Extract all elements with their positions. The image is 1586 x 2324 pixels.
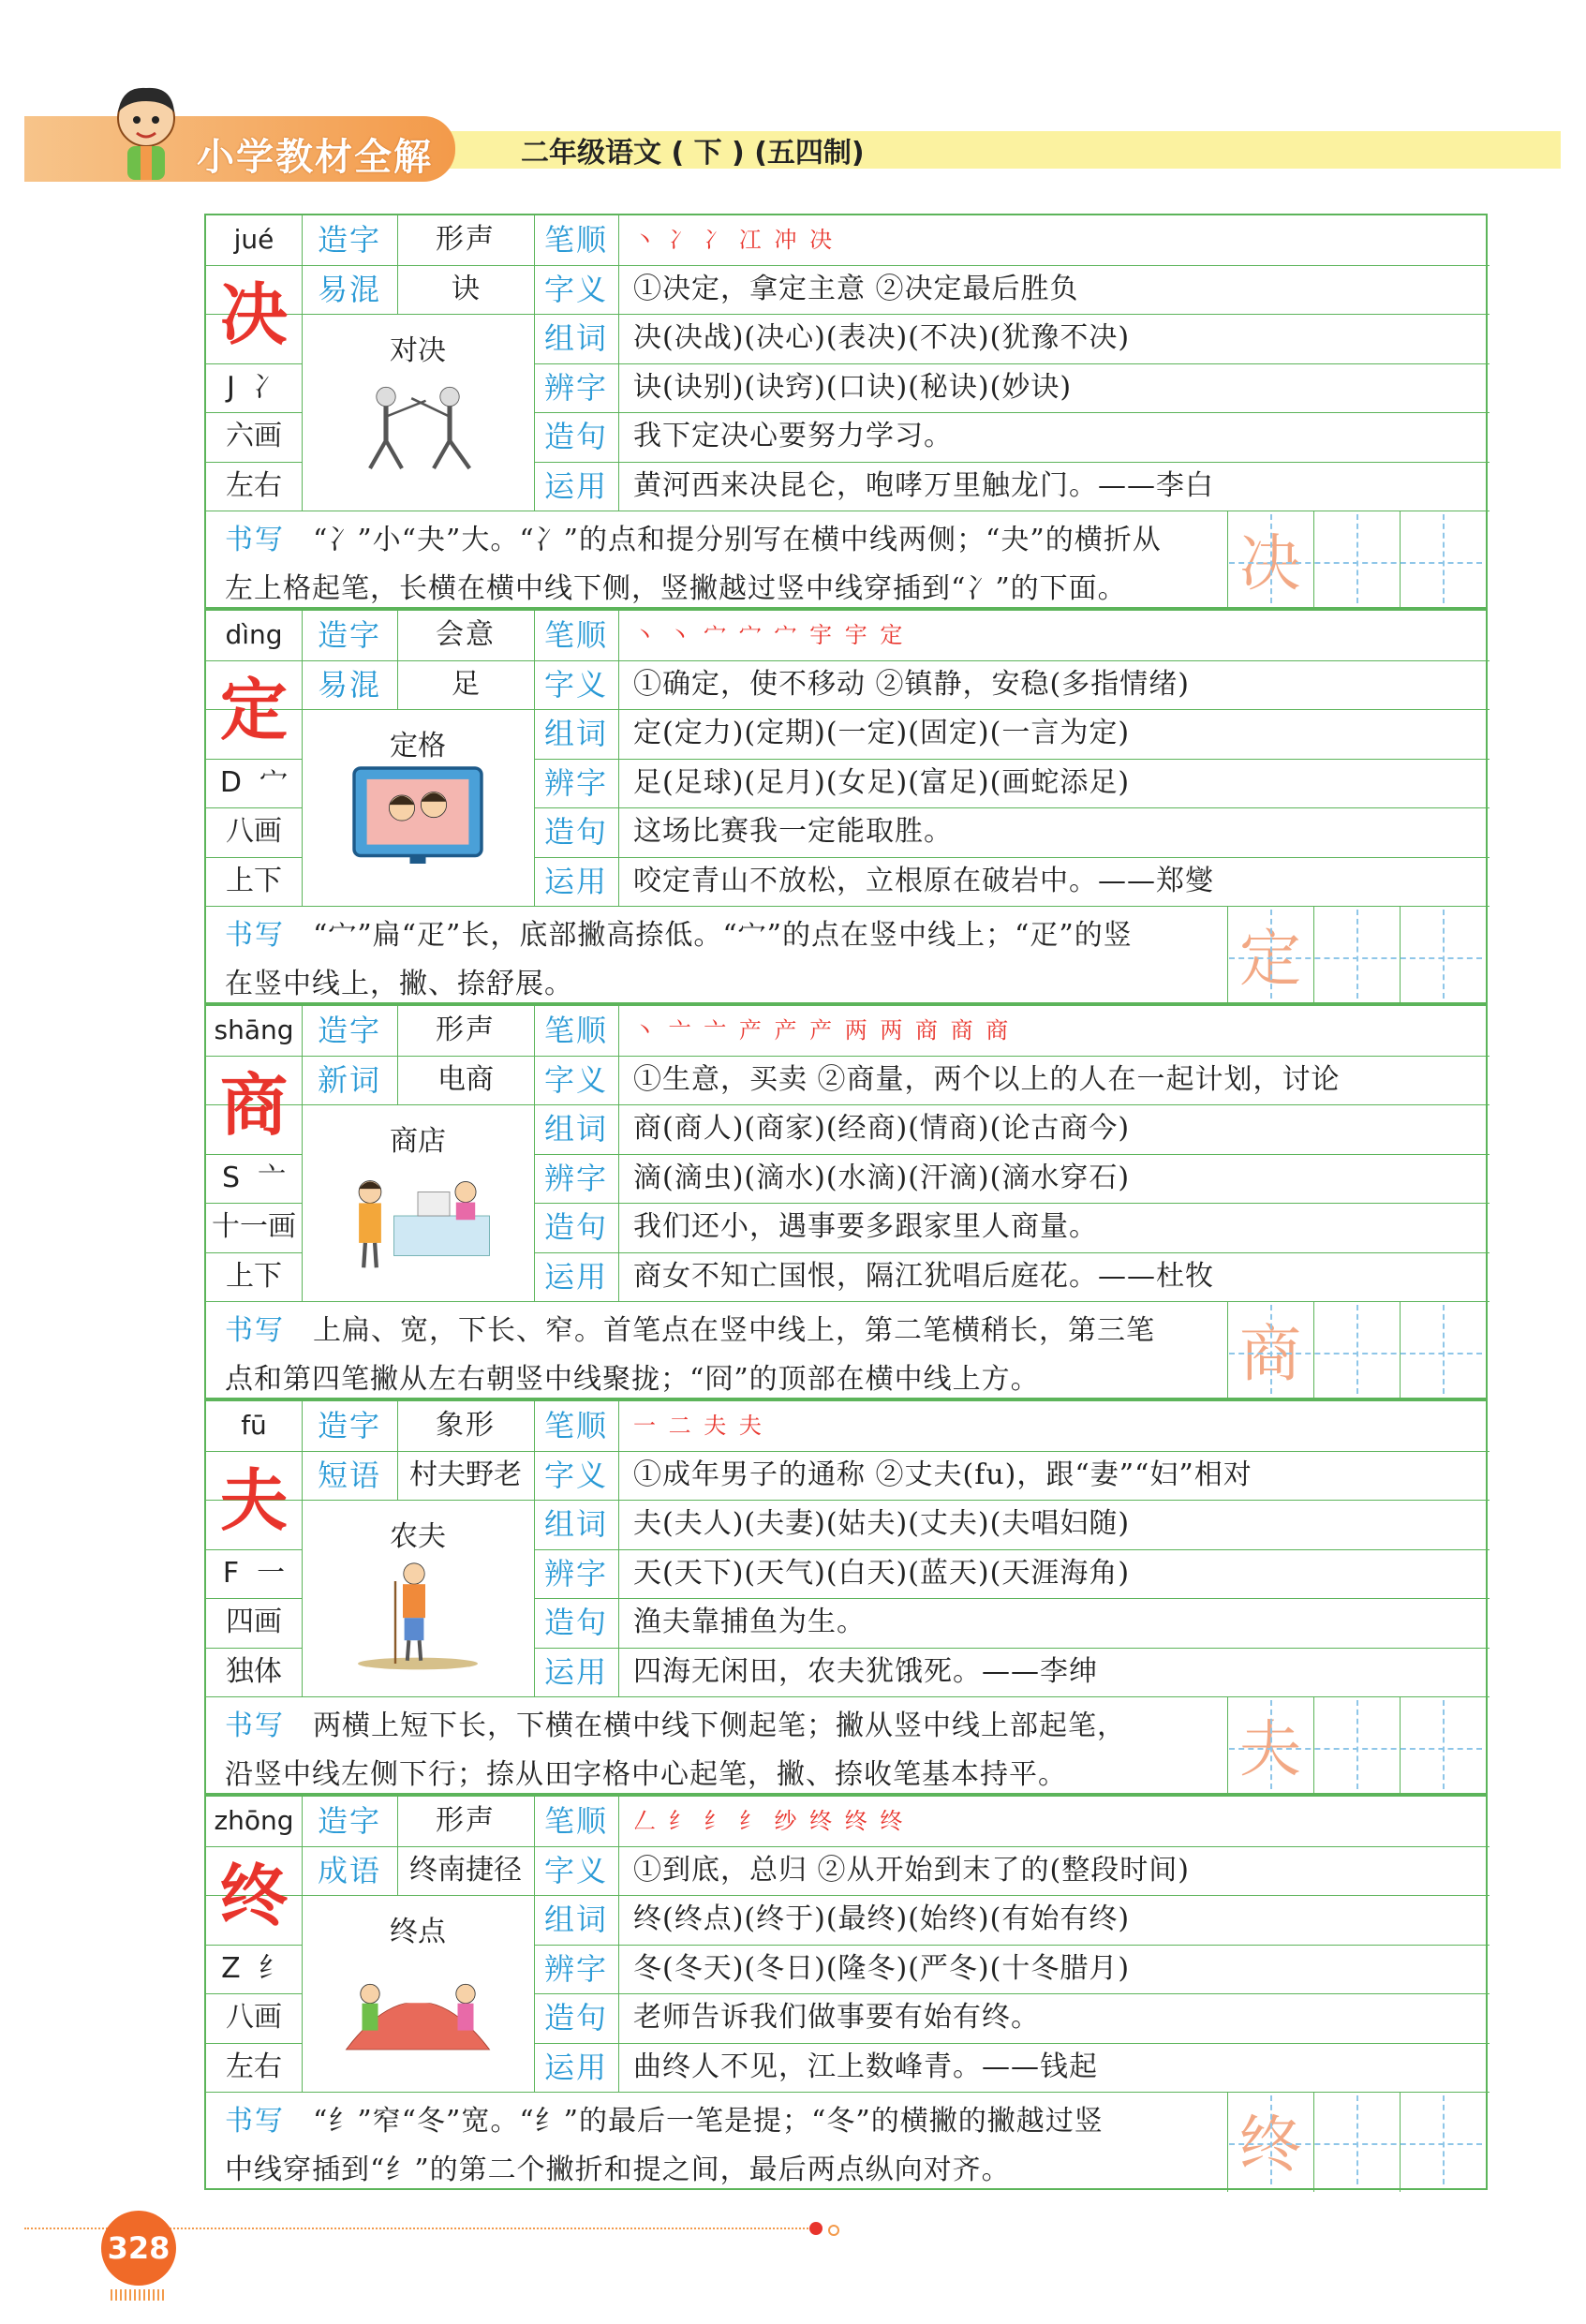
character: 夫: [219, 1459, 288, 1540]
writing-guide: [225, 911, 1218, 1009]
practice-character: 决: [1239, 527, 1301, 600]
radical: 亠: [258, 1161, 287, 1194]
yunyong-content: 咬定青山不放松，立根原在破岩中。——郑燮: [633, 864, 1214, 897]
yunyong-content: 四海无闲田，农夫犹饿死。——李绅: [633, 1654, 1098, 1688]
picture-caption: 终点: [390, 1916, 446, 1948]
practice-character: 夫: [1239, 1713, 1301, 1785]
writing-line-1: 两横上短下长，下横在横中线下侧起笔；撇从竖中线上部起笔，: [313, 1710, 1126, 1742]
zaozi-value: 形声: [436, 1014, 496, 1046]
practice-grid[interactable]: [1313, 1301, 1484, 1399]
zaoju-content: 我下定决心要努力学习。: [633, 420, 953, 452]
pinyin-initial: J: [227, 370, 235, 404]
writing-guide: [225, 1307, 1218, 1404]
illustration-icon: [320, 364, 515, 505]
label-zuci: 组词: [543, 716, 608, 751]
practice-grid[interactable]: [1313, 1696, 1484, 1795]
character-card-商: [204, 1004, 1488, 1399]
character-card-定: [204, 609, 1488, 1004]
zuci-content: 决(决战)(决心)(表决)(不决)(犹豫不决): [633, 321, 1131, 354]
structure: 左右: [226, 2050, 282, 2083]
label-ziyi: 字义: [543, 1061, 608, 1098]
label-bianzi: 辨字: [543, 369, 608, 406]
ziyi-content: ①生意，买卖 ②商量，两个以上的人在一起计划，讨论: [633, 1062, 1341, 1096]
pinyin: zhōng: [214, 1805, 294, 1836]
label-zaoju: 造句: [543, 814, 608, 850]
picture-caption: 农夫: [390, 1520, 446, 1553]
pinyin: dìng: [225, 619, 283, 650]
character: 终: [219, 1855, 288, 1935]
label-zuci: 组词: [543, 1111, 608, 1147]
character: 定: [219, 669, 288, 749]
label-side: 短语: [317, 1457, 381, 1493]
writing-line-1: “冫”小“夬”大。“冫”的点和提分别写在横中线两侧；“夬”的横折从: [313, 524, 1162, 556]
label-yunyong: 运用: [543, 1258, 608, 1295]
page-number-stripes: [111, 2289, 167, 2301]
practice-character: 定: [1239, 923, 1301, 995]
ziyi-content: ①到底，总归 ②从开始到末了的(整段时间): [633, 1853, 1190, 1887]
radical: 冫: [252, 370, 281, 404]
yunyong-content: 商女不知亡国恨，隔江犹唱后庭花。——杜牧: [633, 1259, 1214, 1293]
label-bishun: 笔顺: [543, 1803, 608, 1839]
character: 决: [219, 274, 288, 354]
stroke-count: 十一画: [212, 1210, 296, 1243]
bishun-content: 一 二 夫 夫: [633, 1413, 764, 1439]
label-zaozi: 造字: [317, 222, 381, 258]
picture-caption: 对决: [390, 334, 446, 367]
stroke-count: 四画: [226, 1606, 282, 1638]
label-shuxie: 书写: [225, 2105, 285, 2138]
pinyin-initial: S: [221, 1161, 240, 1194]
label-shuxie: 书写: [225, 524, 285, 556]
label-ziyi: 字义: [543, 666, 608, 703]
structure: 上下: [226, 1259, 282, 1293]
writing-line-1: 上扁、宽，下长、窄。首笔点在竖中线上，第二笔横稍长，第三笔: [313, 1314, 1155, 1347]
bishun-content: 丶 丶 宀 宀 宀 宇 宇 定: [633, 622, 906, 648]
label-ziyi: 字义: [543, 271, 608, 307]
label-bishun: 笔顺: [543, 1408, 608, 1443]
pinyin: shāng: [214, 1014, 294, 1045]
label-yunyong: 运用: [543, 467, 608, 504]
zaoju-content: 老师告诉我们做事要有始有终。: [633, 2001, 1040, 2034]
pinyin: jué: [233, 224, 274, 255]
zaoju-content: 我们还小，遇事要多跟家里人商量。: [633, 1210, 1098, 1243]
label-yunyong: 运用: [543, 1653, 608, 1690]
label-side: 成语: [317, 1852, 381, 1888]
stroke-count: 六画: [226, 420, 282, 452]
pinyin-initial: F: [222, 1556, 240, 1590]
writing-line-1: “纟”窄“冬”宽。“纟”的最后一笔是提；“冬”的横撇的撇越过竖: [313, 2105, 1104, 2138]
label-shuxie: 书写: [225, 919, 285, 952]
label-bishun: 笔顺: [543, 617, 608, 653]
character-card-终: [204, 1795, 1488, 2190]
label-bianzi: 辨字: [543, 764, 608, 801]
label-zuci: 组词: [543, 320, 608, 356]
bishun-content: 丶 亠 亠 产 产 产 两 两 商 商 商: [633, 1017, 1012, 1044]
radical: 纟: [258, 1951, 287, 1985]
practice-grid[interactable]: [1313, 906, 1484, 1004]
side-value: 足: [452, 667, 480, 701]
label-side: 易混: [317, 271, 381, 307]
practice-grid[interactable]: [1313, 2092, 1484, 2190]
initial-radical: [206, 1549, 302, 1599]
bianzi-content: 滴(滴虫)(滴水)(水滴)(汗滴)(滴水穿石): [633, 1161, 1131, 1194]
ziyi-content: ①确定，使不移动 ②镇静，安稳(多指情绪): [633, 667, 1190, 701]
writing-line-2: 点和第四笔撇从左右朝竖中线聚拢；“冏”的顶部在横中线上方。: [225, 1363, 1040, 1396]
bianzi-content: 冬(冬天)(冬日)(隆冬)(严冬)(十冬腊月): [633, 1951, 1131, 1985]
writing-line-2: 左上格起笔，长横在横中线下侧，竖撇越过竖中线穿插到“冫”的下面。: [225, 572, 1127, 605]
label-zaoju: 造句: [543, 2000, 608, 2035]
picture-caption: 商店: [390, 1125, 446, 1158]
writing-line-2: 中线穿插到“纟”的第二个撇折和提之间，最后两点纵向对齐。: [225, 2154, 1011, 2186]
initial-radical: [206, 363, 302, 413]
label-ziyi: 字义: [543, 1852, 608, 1888]
practice-character: 终: [1239, 2109, 1301, 2181]
illustration-icon: [320, 1550, 515, 1691]
label-zuci: 组词: [543, 1902, 608, 1937]
bianzi-content: 足(足球)(足月)(女足)(富足)(画蛇添足): [633, 765, 1131, 799]
mascot-icon: [103, 81, 189, 184]
writing-line-2: 沿竖中线左侧下行；捺从田字格中心起笔，撇、捺收笔基本持平。: [225, 1758, 1067, 1791]
writing-line-1: “宀”扁“疋”长，底部撇高捺低。“宀”的点在竖中线上；“疋”的竖: [313, 919, 1133, 952]
label-bianzi: 辨字: [543, 1555, 608, 1591]
zaozi-value: 会意: [436, 618, 496, 651]
label-zaozi: 造字: [317, 617, 381, 653]
bianzi-content: 诀(诀别)(诀窍)(口诀)(秘诀)(妙诀): [633, 370, 1073, 404]
illustration-icon: [320, 1946, 515, 2086]
structure: 左右: [226, 468, 282, 502]
label-shuxie: 书写: [225, 1314, 285, 1347]
zuci-content: 商(商人)(商家)(经商)(情商)(论古商今): [633, 1112, 1131, 1145]
zuci-content: 终(终点)(终于)(最终)(始终)(有始有终): [633, 1902, 1131, 1935]
label-zaozi: 造字: [317, 1013, 381, 1048]
zuci-content: 夫(夫人)(夫妻)(姑夫)(丈夫)(夫唱妇随): [633, 1507, 1131, 1540]
pinyin-initial: Z: [221, 1951, 241, 1985]
illustration-icon: [320, 760, 515, 900]
character: 商: [219, 1064, 288, 1145]
side-value: 终南捷径: [409, 1853, 522, 1887]
radical: 宀: [259, 765, 289, 799]
footer-ring: [828, 2225, 839, 2236]
illustration-icon: [320, 1155, 515, 1295]
writing-guide: [225, 2097, 1218, 2195]
label-ziyi: 字义: [543, 1457, 608, 1493]
footer-dot: [809, 2222, 823, 2235]
initial-radical: [206, 759, 302, 808]
side-value: 村夫野老: [409, 1458, 522, 1491]
zaoju-content: 渔夫靠捕鱼为生。: [633, 1606, 866, 1638]
radical: 一: [257, 1556, 286, 1590]
label-zaoju: 造句: [543, 1209, 608, 1245]
bishun-content: 𠃋 纟 纟 纟 纱 终 终 终: [633, 1808, 906, 1834]
stroke-count: 八画: [226, 2001, 282, 2034]
initial-radical: [206, 1945, 302, 1994]
character-card-决: [204, 214, 1488, 609]
initial-radical: [206, 1154, 302, 1204]
zaozi-value: 形声: [436, 1804, 496, 1837]
ziyi-content: ①决定，拿定主意 ②决定最后胜负: [633, 272, 1079, 305]
picture-caption: 定格: [390, 730, 446, 762]
label-bishun: 笔顺: [543, 1013, 608, 1048]
label-zuci: 组词: [543, 1506, 608, 1542]
stroke-count: 八画: [226, 815, 282, 848]
zaozi-value: 形声: [436, 223, 496, 256]
zaoju-content: 这场比赛我一定能取胜。: [633, 815, 953, 848]
structure: 独体: [226, 1654, 282, 1688]
label-zaozi: 造字: [317, 1408, 381, 1443]
yunyong-content: 黄河西来决昆仑，咆哮万里触龙门。——李白: [633, 468, 1214, 502]
side-value: 诀: [452, 272, 480, 305]
side-value: 电商: [437, 1062, 494, 1096]
character-card-夫: [204, 1399, 1488, 1795]
writing-guide: [225, 1702, 1218, 1799]
bishun-content: 丶 冫 冫 冮 冲 决: [633, 227, 836, 253]
label-side: 易混: [317, 666, 381, 703]
label-yunyong: 运用: [543, 2049, 608, 2085]
header-subtitle: 二年级语文 ( 下 ) (五四制): [521, 137, 865, 170]
structure: 上下: [226, 864, 282, 897]
label-zaozi: 造字: [317, 1803, 381, 1839]
header-brand-title: 小学教材全解: [197, 136, 433, 179]
label-side: 新词: [317, 1061, 381, 1098]
label-shuxie: 书写: [225, 1710, 285, 1742]
practice-grid[interactable]: [1313, 511, 1484, 609]
label-bishun: 笔顺: [543, 222, 608, 258]
pinyin-initial: D: [219, 765, 243, 799]
writing-guide: [225, 516, 1218, 614]
ziyi-content: ①成年男子的通称 ②丈夫(fu)，跟“妻”“妇”相对: [633, 1458, 1252, 1491]
label-zaoju: 造句: [543, 1605, 608, 1640]
bianzi-content: 天(天下)(天气)(白天)(蓝天)(天涯海角): [633, 1556, 1131, 1590]
zaozi-value: 象形: [436, 1409, 496, 1442]
pinyin: fū: [241, 1410, 267, 1441]
label-zaoju: 造句: [543, 419, 608, 454]
yunyong-content: 曲终人不见，江上数峰青。——钱起: [633, 2050, 1098, 2083]
label-bianzi: 辨字: [543, 1160, 608, 1196]
label-bianzi: 辨字: [543, 1950, 608, 1987]
page-number: 328: [101, 2211, 176, 2286]
zuci-content: 定(定力)(定期)(一定)(固定)(一言为定): [633, 717, 1131, 749]
practice-character: 商: [1239, 1318, 1301, 1390]
label-yunyong: 运用: [543, 863, 608, 899]
writing-line-2: 在竖中线上，撇、捺舒展。: [225, 968, 573, 1000]
